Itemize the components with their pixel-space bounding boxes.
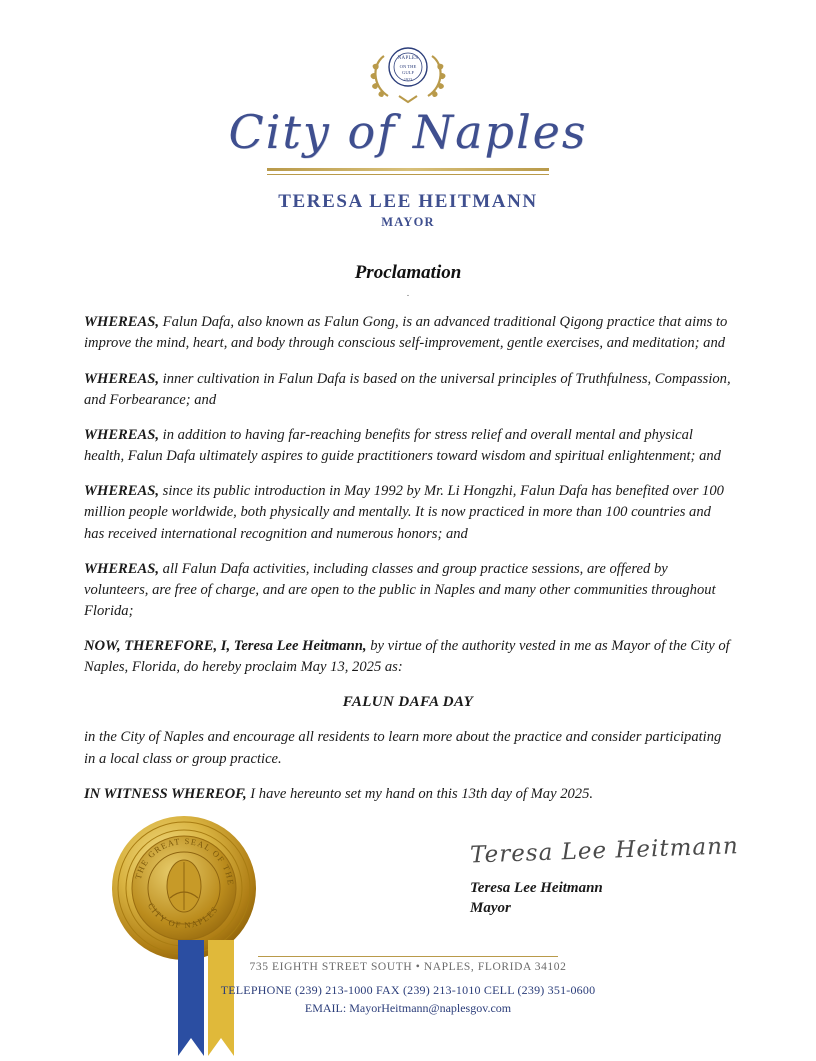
page-footer <box>0 956 816 1016</box>
paragraph-2-text: inner cultivation in Falun Dafa is based on the universal principles of Truthfulness, Compassion, and Forbearance; and <box>84 370 731 408</box>
svg-text:ON THE: ON THE <box>399 64 417 69</box>
paragraph-2-lead: WHEREAS, <box>84 370 160 387</box>
city-title: City of Naples <box>228 105 588 159</box>
city-seal-crest-icon <box>366 34 450 106</box>
paragraph-1-lead: WHEREAS, <box>84 314 160 331</box>
paragraph-6 <box>84 636 732 678</box>
closing-paragraph: in the City of Naples and encourage all residents to learn more about the practice and consider participating in a local class or group practice. <box>84 729 722 767</box>
paragraph-4 <box>84 481 732 544</box>
page-title: Proclamation <box>354 262 462 284</box>
declaration-heading: FALUN DAFA DAY <box>342 694 474 711</box>
mayor-name: TERESA LEE HEITMANN <box>278 191 538 213</box>
svg-text:CITY OF NAPLES: CITY OF NAPLES <box>145 901 221 931</box>
paragraph-4-lead: WHEREAS, <box>84 483 160 500</box>
svg-text:NAPLES: NAPLES <box>397 56 419 61</box>
witness-text: I have hereunto set my hand on this 13th day of May 2025. <box>246 785 594 802</box>
svg-text:GULF: GULF <box>402 70 414 75</box>
crest-container <box>84 0 732 106</box>
paragraph-1-text: Falun Dafa, also known as Falun Gong, is an advanced traditional Qigong practice that aims to improve the mind, heart, and body through conscious self-improvement, gentle exercises, and meditation; and <box>84 314 728 352</box>
signature-name: Teresa Lee Heitmann <box>470 880 603 896</box>
mayor-role: MAYOR <box>381 215 435 230</box>
paragraph-6-lead: NOW, THEREFORE, I, Teresa Lee Heitmann, <box>84 638 367 655</box>
handwritten-signature: Teresa Lee Heitmann <box>469 833 740 869</box>
paragraph-3-lead: WHEREAS, <box>84 426 160 443</box>
paragraph-2 <box>84 369 732 411</box>
paragraph-3-text: in addition to having far-reaching benefits for stress relief and overall mental and physical health, Falun Dafa ultimately aspires to guide practitioners toward wisdom and spiritual enlightenment; and <box>84 426 721 465</box>
footer-phone: TELEPHONE (239) 213-1000 FAX (239) 213-1010 CELL (239) 351-0600 <box>220 983 596 997</box>
svg-text:1923: 1923 <box>403 77 413 82</box>
witness-paragraph <box>84 784 732 805</box>
divider-thin <box>267 174 549 175</box>
footer-email: EMAIL: MayorHeitmann@naplesgov.com <box>304 1001 512 1015</box>
paragraph-1 <box>84 312 732 354</box>
paragraph-5 <box>84 559 732 622</box>
paragraph-5-text: all Falun Dafa activities, including classes and group practice sessions, are offered by volunteers, are free of charge, and are open to the public in Naples and many other communities throughout Florida; <box>84 560 716 620</box>
decorative-mark: . <box>406 288 410 299</box>
footer-divider <box>258 956 558 957</box>
witness-lead: IN WITNESS WHEREOF, <box>84 785 247 802</box>
document-body <box>84 312 732 805</box>
paragraph-6-text: by virtue of the authority vested in me as Mayor of the City of Naples, Florida, do hereby proclaim May 13, 2025 as: <box>84 638 730 676</box>
divider-thick <box>267 168 549 171</box>
svg-text:THE GREAT SEAL OF THE: THE GREAT SEAL OF THE <box>132 835 237 887</box>
paragraph-4-text: since its public introduction in May 1992 by Mr. Li Hongzhi, Falun Dafa has benefited over 100 million people worldwide, both physically and mentally. It is now practiced in more than 100 countries and has received international recognition and numerous honors; and <box>84 483 724 542</box>
footer-address: 735 EIGHTH STREET SOUTH • NAPLES, FLORIDA 34102 <box>249 961 567 973</box>
signature-block <box>469 833 740 917</box>
paragraph-3 <box>84 425 732 467</box>
header-divider <box>267 168 549 175</box>
signature-role: Mayor <box>470 900 511 916</box>
paragraph-5-lead: WHEREAS, <box>84 560 160 577</box>
